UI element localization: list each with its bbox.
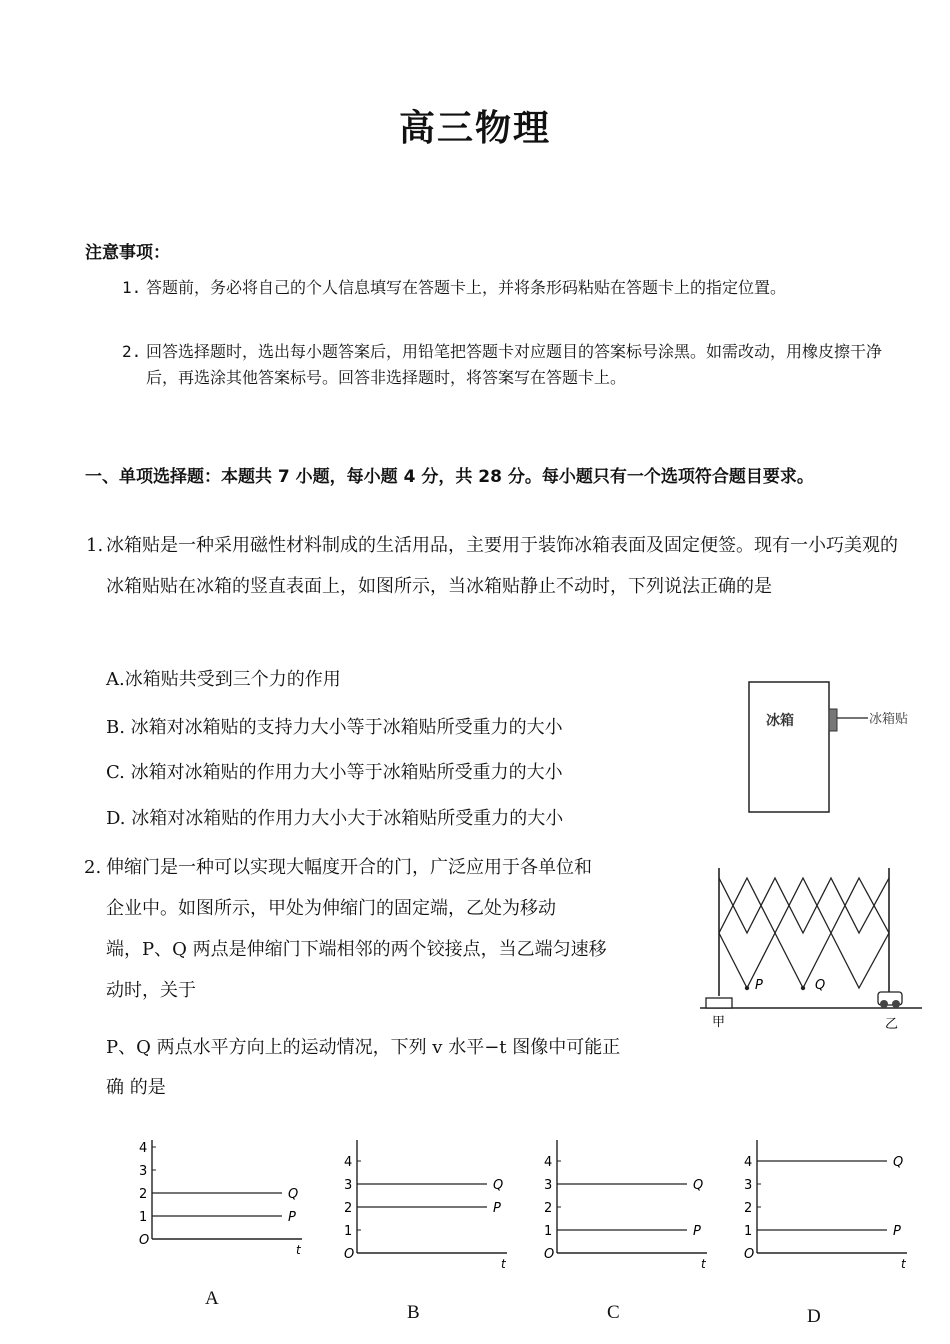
series-label: P — [288, 1210, 296, 1225]
graph-tick-label: O — [139, 1233, 150, 1248]
fridge-label: 冰箱 — [766, 713, 794, 729]
fridge-figure — [740, 676, 920, 818]
hinge-point-p — [745, 986, 749, 990]
series-label: P — [693, 1224, 701, 1239]
wheel-icon — [880, 1000, 888, 1008]
question-2-continued — [106, 1028, 706, 1108]
series-label: Q — [893, 1155, 904, 1170]
hinge-point-q — [801, 986, 805, 990]
notice-item-number: 2. — [122, 342, 142, 361]
graph-tick-label: 3 — [744, 1178, 753, 1193]
gate-figure — [692, 858, 924, 1038]
notice-item-text: 答题前，务必将自己的个人信息填写在答题卡上，并将条形码粘贴在答题卡上的指定位置。 — [146, 278, 787, 297]
graph-tick-label: 3 — [139, 1164, 148, 1179]
graph-tick-label: O — [544, 1247, 555, 1262]
graph-d-label: D — [807, 1306, 821, 1327]
question-text-line: 企业中。如图所示，甲处为伸缩门的固定端，乙处为移动 — [106, 898, 556, 919]
graph-x-label: t — [501, 1257, 506, 1271]
fixed-end-label: 甲 — [712, 1015, 726, 1030]
section-heading: 一、单项选择题：本题共 7 小题，每小题 4 分，共 28 分。每小题只有一个选项符合题目要求。 — [85, 467, 814, 487]
question-text-line: 伸缩门是一种可以实现大幅度开合的门，广泛应用于各单位和 — [106, 857, 592, 878]
q1-option-a: A.冰箱贴共受到三个力的作用 — [106, 669, 341, 690]
q1-option-d: D. 冰箱对冰箱贴的作用力大小大于冰箱贴所受重力的大小 — [106, 808, 564, 829]
graph-tick-label: O — [344, 1247, 355, 1262]
vt-graphs — [130, 1136, 920, 1276]
notice-heading: 注意事项： — [85, 243, 170, 263]
fixed-end-block — [706, 998, 732, 1008]
graph-tick-label: 1 — [544, 1224, 553, 1239]
graph-tick-label: 1 — [344, 1224, 353, 1239]
magnet-label: 冰箱贴 — [869, 712, 909, 727]
fridge-outline — [749, 682, 829, 812]
q1-option-b: B. 冰箱对冰箱贴的支持力大小等于冰箱贴所受重力的大小 — [106, 717, 563, 738]
series-label: Q — [493, 1178, 504, 1193]
page-title: 高三物理 — [398, 108, 551, 149]
question-number: 1. — [86, 535, 104, 556]
series-label: Q — [693, 1178, 704, 1193]
graph-tick-label: 4 — [744, 1155, 753, 1170]
question-text: 冰箱贴是一种采用磁性材料制成的生活用品，主要用于装饰冰箱表面及固定便签。现有一小巧美观的冰箱贴贴在冰箱的竖直表面上，如图所示，当冰箱贴静止不动时，下列说法正确的是 — [106, 535, 898, 597]
graph-tick-label: 4 — [544, 1155, 553, 1170]
question-text-line: P、Q 两点水平方向上的运动情况，下列 v 水平−t 图像中可能正 — [106, 1037, 621, 1058]
question-1 — [86, 525, 912, 607]
series-label: Q — [288, 1187, 299, 1202]
wheel-icon — [892, 1000, 900, 1008]
notice-item-1 — [122, 275, 912, 301]
point-p-label: P — [755, 978, 763, 993]
graph-x-label: t — [901, 1257, 906, 1271]
graph-tick-label: 2 — [744, 1201, 753, 1216]
notice-item-text: 回答选择题时，选出每小题答案后，用铅笔把答题卡对应题目的答案标号涂黑。如需改动，用橡皮擦干净后，再选涂其他答案标号。回答非选择题时，将答案写在答题卡上。 — [146, 342, 883, 387]
graph-tick-label: 2 — [139, 1187, 148, 1202]
graph-c-label: C — [607, 1302, 620, 1323]
question-number: 2. — [84, 857, 102, 878]
graph-tick-label: 1 — [744, 1224, 753, 1239]
graph-tick-label: 3 — [344, 1178, 353, 1193]
series-label: P — [893, 1224, 901, 1239]
question-text-line: 确 的是 — [106, 1077, 166, 1098]
question-text-line: 动时，关于 — [106, 980, 196, 1001]
graph-tick-label: 4 — [344, 1155, 353, 1170]
magnet-shape — [829, 709, 837, 731]
q1-option-c: C. 冰箱对冰箱贴的作用力大小等于冰箱贴所受重力的大小 — [106, 762, 563, 783]
graph-tick-label: 4 — [139, 1141, 148, 1156]
graph-b-label: B — [407, 1302, 420, 1323]
point-q-label: Q — [815, 978, 826, 993]
question-text-line: 端，P、Q 两点是伸缩门下端相邻的两个铰接点，当乙端匀速移 — [106, 939, 607, 960]
graph-tick-label: 3 — [544, 1178, 553, 1193]
graph-tick-label: 1 — [139, 1210, 148, 1225]
gate-lattice — [719, 878, 889, 988]
graph-tick-label: O — [744, 1247, 755, 1262]
graph-tick-label: 2 — [344, 1201, 353, 1216]
question-2 — [84, 847, 704, 1011]
graph-x-label: t — [701, 1257, 706, 1271]
moving-end-label: 乙 — [885, 1017, 899, 1032]
graph-tick-label: 2 — [544, 1201, 553, 1216]
graph-x-label: t — [296, 1243, 301, 1257]
series-label: P — [493, 1201, 501, 1216]
graph-a-label: A — [205, 1288, 219, 1309]
notice-item-number: 1. — [122, 278, 142, 297]
notice-item-2 — [122, 339, 912, 391]
